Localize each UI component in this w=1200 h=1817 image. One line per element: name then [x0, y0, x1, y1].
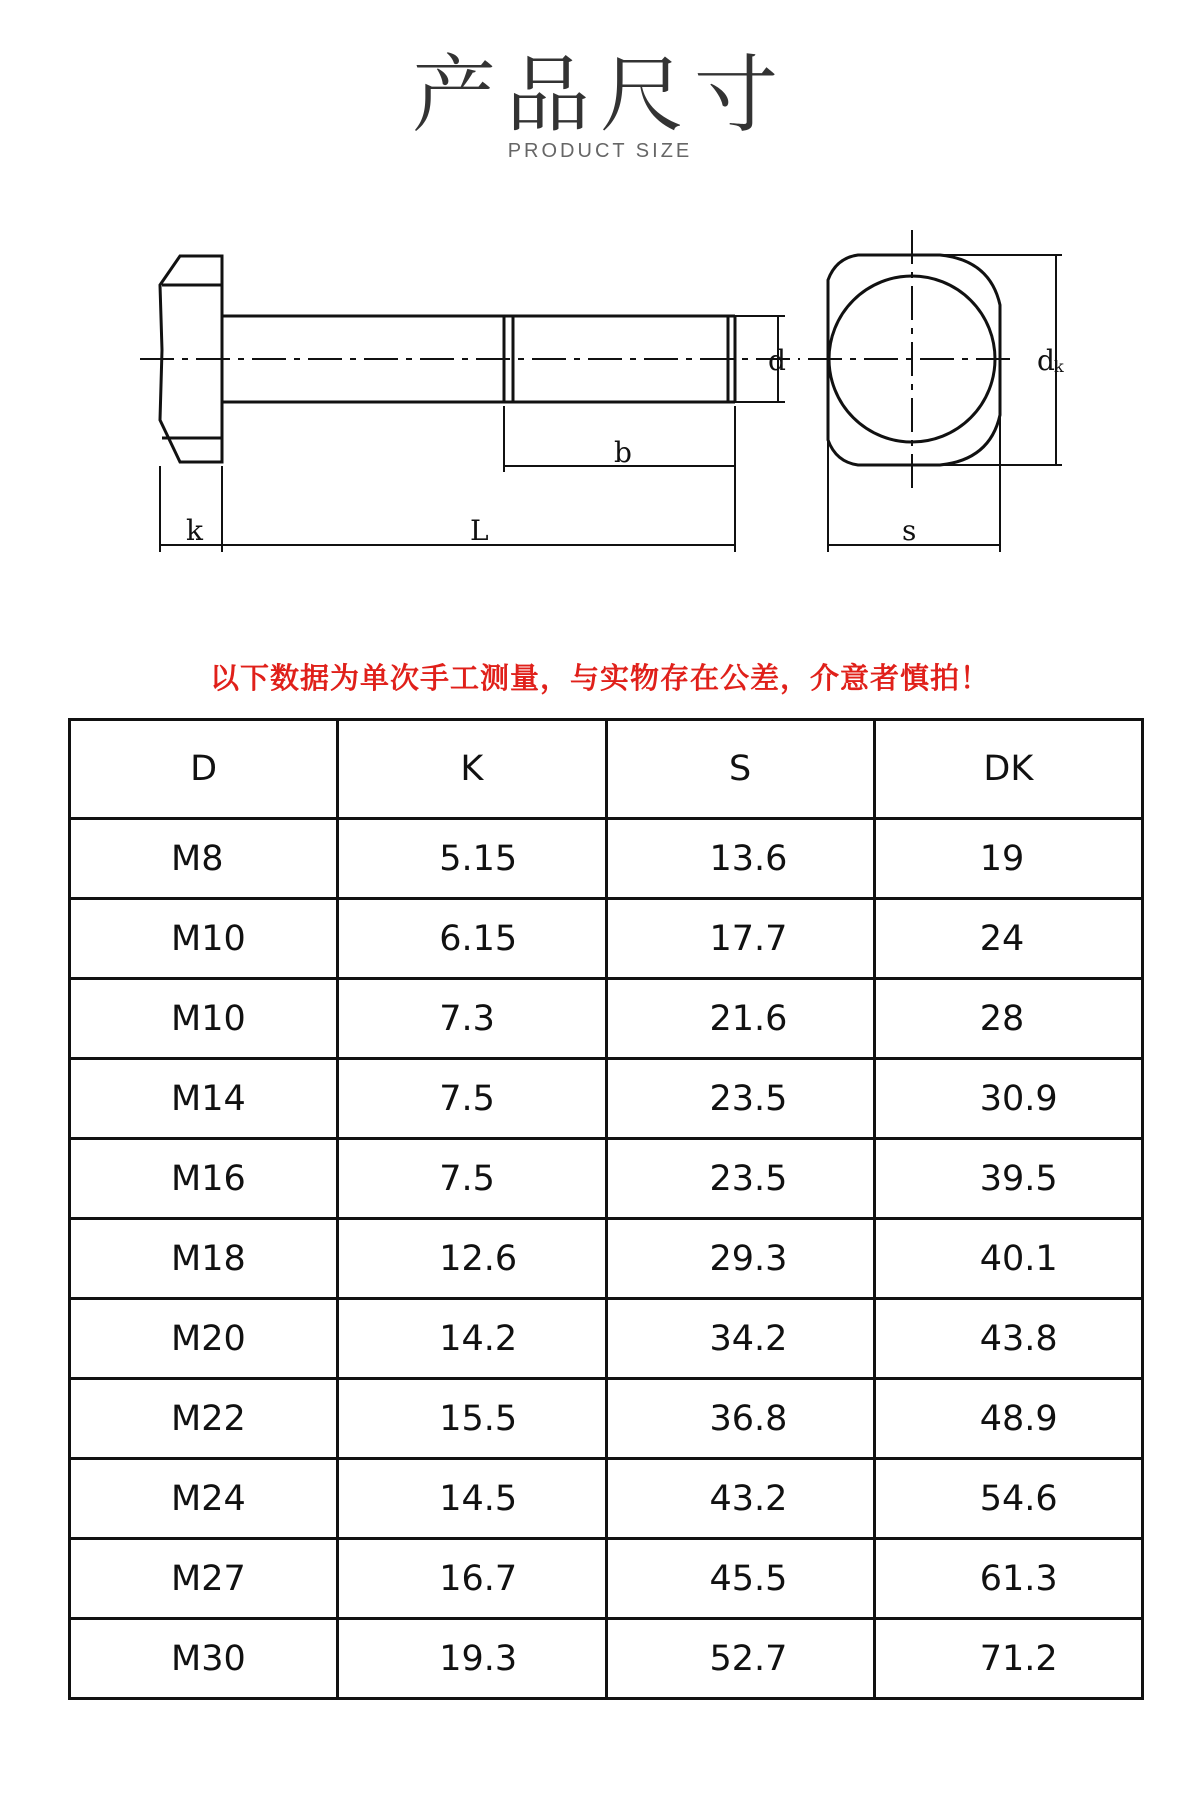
cell-s: 13.6 — [606, 819, 874, 899]
cell-d: M24 — [70, 1459, 338, 1539]
cell-s: 34.2 — [606, 1299, 874, 1379]
cell-d: M30 — [70, 1619, 338, 1699]
cell-k: 15.5 — [338, 1379, 606, 1459]
cell-d: M20 — [70, 1299, 338, 1379]
cell-dk: 24 — [874, 899, 1142, 979]
measurement-notice: 以下数据为单次手工测量，与实物存在公差，介意者慎拍！ — [209, 661, 990, 695]
cell-dk: 61.3 — [874, 1539, 1142, 1619]
table-row — [70, 899, 1143, 979]
cell-k: 12.6 — [338, 1219, 606, 1299]
page-title: 产品尺寸 — [411, 46, 788, 144]
cell-k: 6.15 — [338, 899, 606, 979]
cell-dk: 19 — [874, 819, 1142, 899]
cell-d: M16 — [70, 1139, 338, 1219]
table-row — [70, 1299, 1143, 1379]
cell-dk: 71.2 — [874, 1619, 1142, 1699]
cell-s: 17.7 — [606, 899, 874, 979]
cell-dk: 48.9 — [874, 1379, 1142, 1459]
cell-k: 7.5 — [338, 1059, 606, 1139]
dimension-label-d: d — [768, 344, 786, 377]
dimension-label-dk: d — [1037, 344, 1055, 377]
page-subtitle: PRODUCT SIZE — [507, 140, 693, 162]
cell-s: 23.5 — [606, 1139, 874, 1219]
cell-k: 5.15 — [338, 819, 606, 899]
table-header-row — [70, 720, 1143, 819]
table-row — [70, 1459, 1143, 1539]
cell-d: M10 — [70, 979, 338, 1059]
cell-dk: 39.5 — [874, 1139, 1142, 1219]
table-row — [70, 1219, 1143, 1299]
cell-s: 23.5 — [606, 1059, 874, 1139]
dimension-label-b: b — [614, 436, 632, 469]
table-row — [70, 1059, 1143, 1139]
header-cell-d: D — [70, 720, 338, 819]
bolt-dimension-drawing — [0, 200, 1200, 600]
cell-k: 19.3 — [338, 1619, 606, 1699]
cell-k: 16.7 — [338, 1539, 606, 1619]
cell-s: 36.8 — [606, 1379, 874, 1459]
table-row — [70, 979, 1143, 1059]
dimension-label-L: L — [470, 514, 489, 547]
cell-dk: 28 — [874, 979, 1142, 1059]
cell-k: 14.5 — [338, 1459, 606, 1539]
dimension-label-k: k — [186, 514, 203, 547]
table-row — [70, 1379, 1143, 1459]
cell-s: 29.3 — [606, 1219, 874, 1299]
cell-d: M22 — [70, 1379, 338, 1459]
cell-d: M8 — [70, 819, 338, 899]
cell-dk: 54.6 — [874, 1459, 1142, 1539]
cell-k: 7.5 — [338, 1139, 606, 1219]
cell-k: 14.2 — [338, 1299, 606, 1379]
cell-dk: 30.9 — [874, 1059, 1142, 1139]
table-row — [70, 819, 1143, 899]
size-table — [68, 718, 1144, 1700]
cell-d: M10 — [70, 899, 338, 979]
cell-d: M27 — [70, 1539, 338, 1619]
header-cell-s: S — [606, 720, 874, 819]
cell-d: M18 — [70, 1219, 338, 1299]
cell-k: 7.3 — [338, 979, 606, 1059]
table-row — [70, 1139, 1143, 1219]
cell-s: 21.6 — [606, 979, 874, 1059]
dimension-label-dk-subscript: k — [1054, 357, 1064, 376]
table-row — [70, 1539, 1143, 1619]
cell-s: 45.5 — [606, 1539, 874, 1619]
cell-s: 43.2 — [606, 1459, 874, 1539]
cell-dk: 43.8 — [874, 1299, 1142, 1379]
table-row — [70, 1619, 1143, 1699]
header-cell-k: K — [338, 720, 606, 819]
cell-d: M14 — [70, 1059, 338, 1139]
dimension-label-s: s — [902, 514, 917, 547]
cell-s: 52.7 — [606, 1619, 874, 1699]
cell-dk: 40.1 — [874, 1219, 1142, 1299]
header-cell-dk: DK — [874, 720, 1142, 819]
